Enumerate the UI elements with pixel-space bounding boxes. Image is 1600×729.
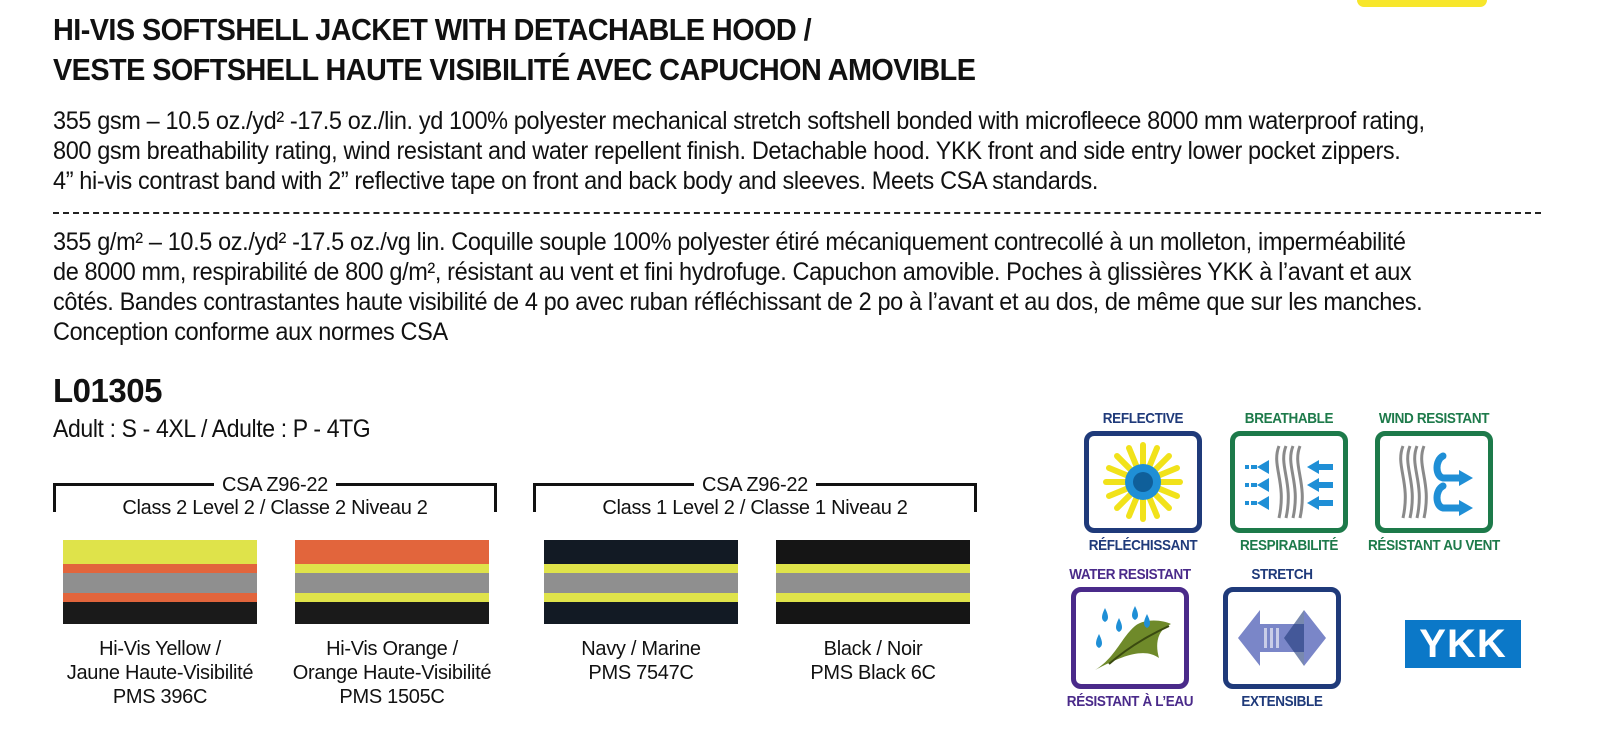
description-line: 4” hi-vis contrast band with 2” reflective tape on front and back body and sleeves. Meets CSA standards. [53,167,1099,195]
swatch-stripe [295,540,489,564]
description-line: côtés. Bandes contrastantes haute visibilité de 4 po avec ruban réfléchissant de 2 po à l’avant et au dos, de même que sur les manches. [53,288,1423,316]
description-line: 355 g/m² – 10.5 oz./yd² -17.5 oz./vg lin. Coquille souple 100% polyester étiré mécaniquement contrecollé à un molleton, imperméabilité [53,228,1406,256]
ykk-logo-text: YKK [1419,621,1507,666]
csa-label-class1 [533,474,977,520]
title-line-en: HI-VIS SOFTSHELL JACKET WITH DETACHABLE HOOD / [53,12,812,47]
feature-label-fr: RÉSISTANT À L’EAU [1066,693,1194,710]
swatch-stripe [776,593,970,602]
swatch-stripe [544,540,738,564]
swatch-pms: PMS 7547C [588,662,694,684]
feature-wind-resistant [1359,410,1509,554]
swatch-stripe [295,573,489,593]
swatch-stripe [544,593,738,602]
swatch-label-yellow [30,637,290,709]
swatch-navy [544,540,738,624]
swatch-label-orange [262,637,522,709]
feature-reflective [1068,410,1218,554]
stretch-icon [1223,587,1341,689]
feature-label-en: WATER RESISTANT [1069,566,1191,583]
swatch-stripe [776,540,970,564]
water-resistant-icon [1071,587,1189,689]
swatch-stripe [776,573,970,593]
description-french [53,227,1422,347]
swatch-name-fr: Jaune Haute-Visibilité [66,662,254,684]
feature-breathable [1214,410,1364,554]
csa-class: Class 1 Level 2 / Classe 1 Niveau 2 [602,497,908,519]
swatch-stripe [776,602,970,624]
csa-class: Class 2 Level 2 / Classe 2 Niveau 2 [122,497,428,519]
swatch-label-black [743,637,1003,685]
dashed-divider [53,212,1541,214]
swatch-name-fr: Orange Haute-Visibilité [292,662,492,684]
description-line: 800 gsm breathability rating, wind resistant and water repellent finish. Detachable hood. YKK front and side entry lower pocket zippers. [53,137,1401,165]
feature-label-en: REFLECTIVE [1102,410,1184,427]
swatch-stripe [63,602,257,624]
reflective-icon [1084,431,1202,533]
feature-water-resistant [1055,566,1205,710]
swatch-stripe [544,602,738,624]
swatch-stripe [295,564,489,573]
swatch-pms: PMS 396C [112,686,208,708]
ykk-logo [1405,620,1521,668]
swatch-stripe [63,573,257,593]
swatch-stripe [295,593,489,602]
feature-label-en: STRETCH [1251,566,1313,583]
product-code: L01305 [53,372,162,409]
swatch-name: Navy / Marine [581,638,701,660]
feature-label-fr: EXTENSIBLE [1241,693,1323,710]
feature-label-en: BREATHABLE [1244,410,1334,427]
swatch-pms: PMS Black 6C [810,662,936,684]
description-line: 355 gsm – 10.5 oz./yd² -17.5 oz./lin. yd 100% polyester mechanical stretch softshell bonded with microfleece 8000 mm waterproof rating, [53,107,1425,135]
csa-standard: CSA Z96-22 [694,474,816,497]
title-line-fr: VESTE SOFTSHELL HAUTE VISIBILITÉ AVEC CAPUCHON AMOVIBLE [53,52,976,87]
swatch-name: Hi-Vis Orange / [326,638,458,660]
product-title [53,10,975,90]
description-line: de 8000 mm, respirabilité de 800 g/m², résistant au vent et fini hydrofuge. Capuchon amovible. Poches à glissières YKK à l’avant et aux [53,258,1412,286]
swatch-hi-vis-yellow [63,540,257,624]
swatch-black [776,540,970,624]
feature-label-fr: RÉFLÉCHISSANT [1088,537,1198,554]
swatch-name: Hi-Vis Yellow / [99,638,221,660]
swatch-stripe [63,564,257,573]
description-line: Conception conforme aux normes CSA [53,318,448,346]
breathable-icon [1230,431,1348,533]
swatch-hi-vis-orange [295,540,489,624]
swatch-pms: PMS 1505C [339,686,445,708]
description-english [53,106,1425,196]
feature-label-fr: RÉSISTANT AU VENT [1368,537,1500,554]
swatch-name: Black / Noir [823,638,923,660]
feature-label-fr: RESPIRABILITÉ [1239,537,1339,554]
swatch-stripe [295,602,489,624]
swatch-stripe [63,593,257,602]
swatch-stripe [544,573,738,593]
wind-resistant-icon [1375,431,1493,533]
swatch-stripe [544,564,738,573]
csa-label-class2 [53,474,497,520]
brand-color-tab [1357,0,1487,7]
size-range: Adult : S - 4XL / Adulte : P - 4TG [53,415,371,443]
feature-stretch [1207,566,1357,710]
feature-label-en: WIND RESISTANT [1378,410,1490,427]
swatch-stripe [776,564,970,573]
csa-standard: CSA Z96-22 [214,474,336,497]
swatch-label-navy [511,637,771,685]
swatch-stripe [63,540,257,564]
